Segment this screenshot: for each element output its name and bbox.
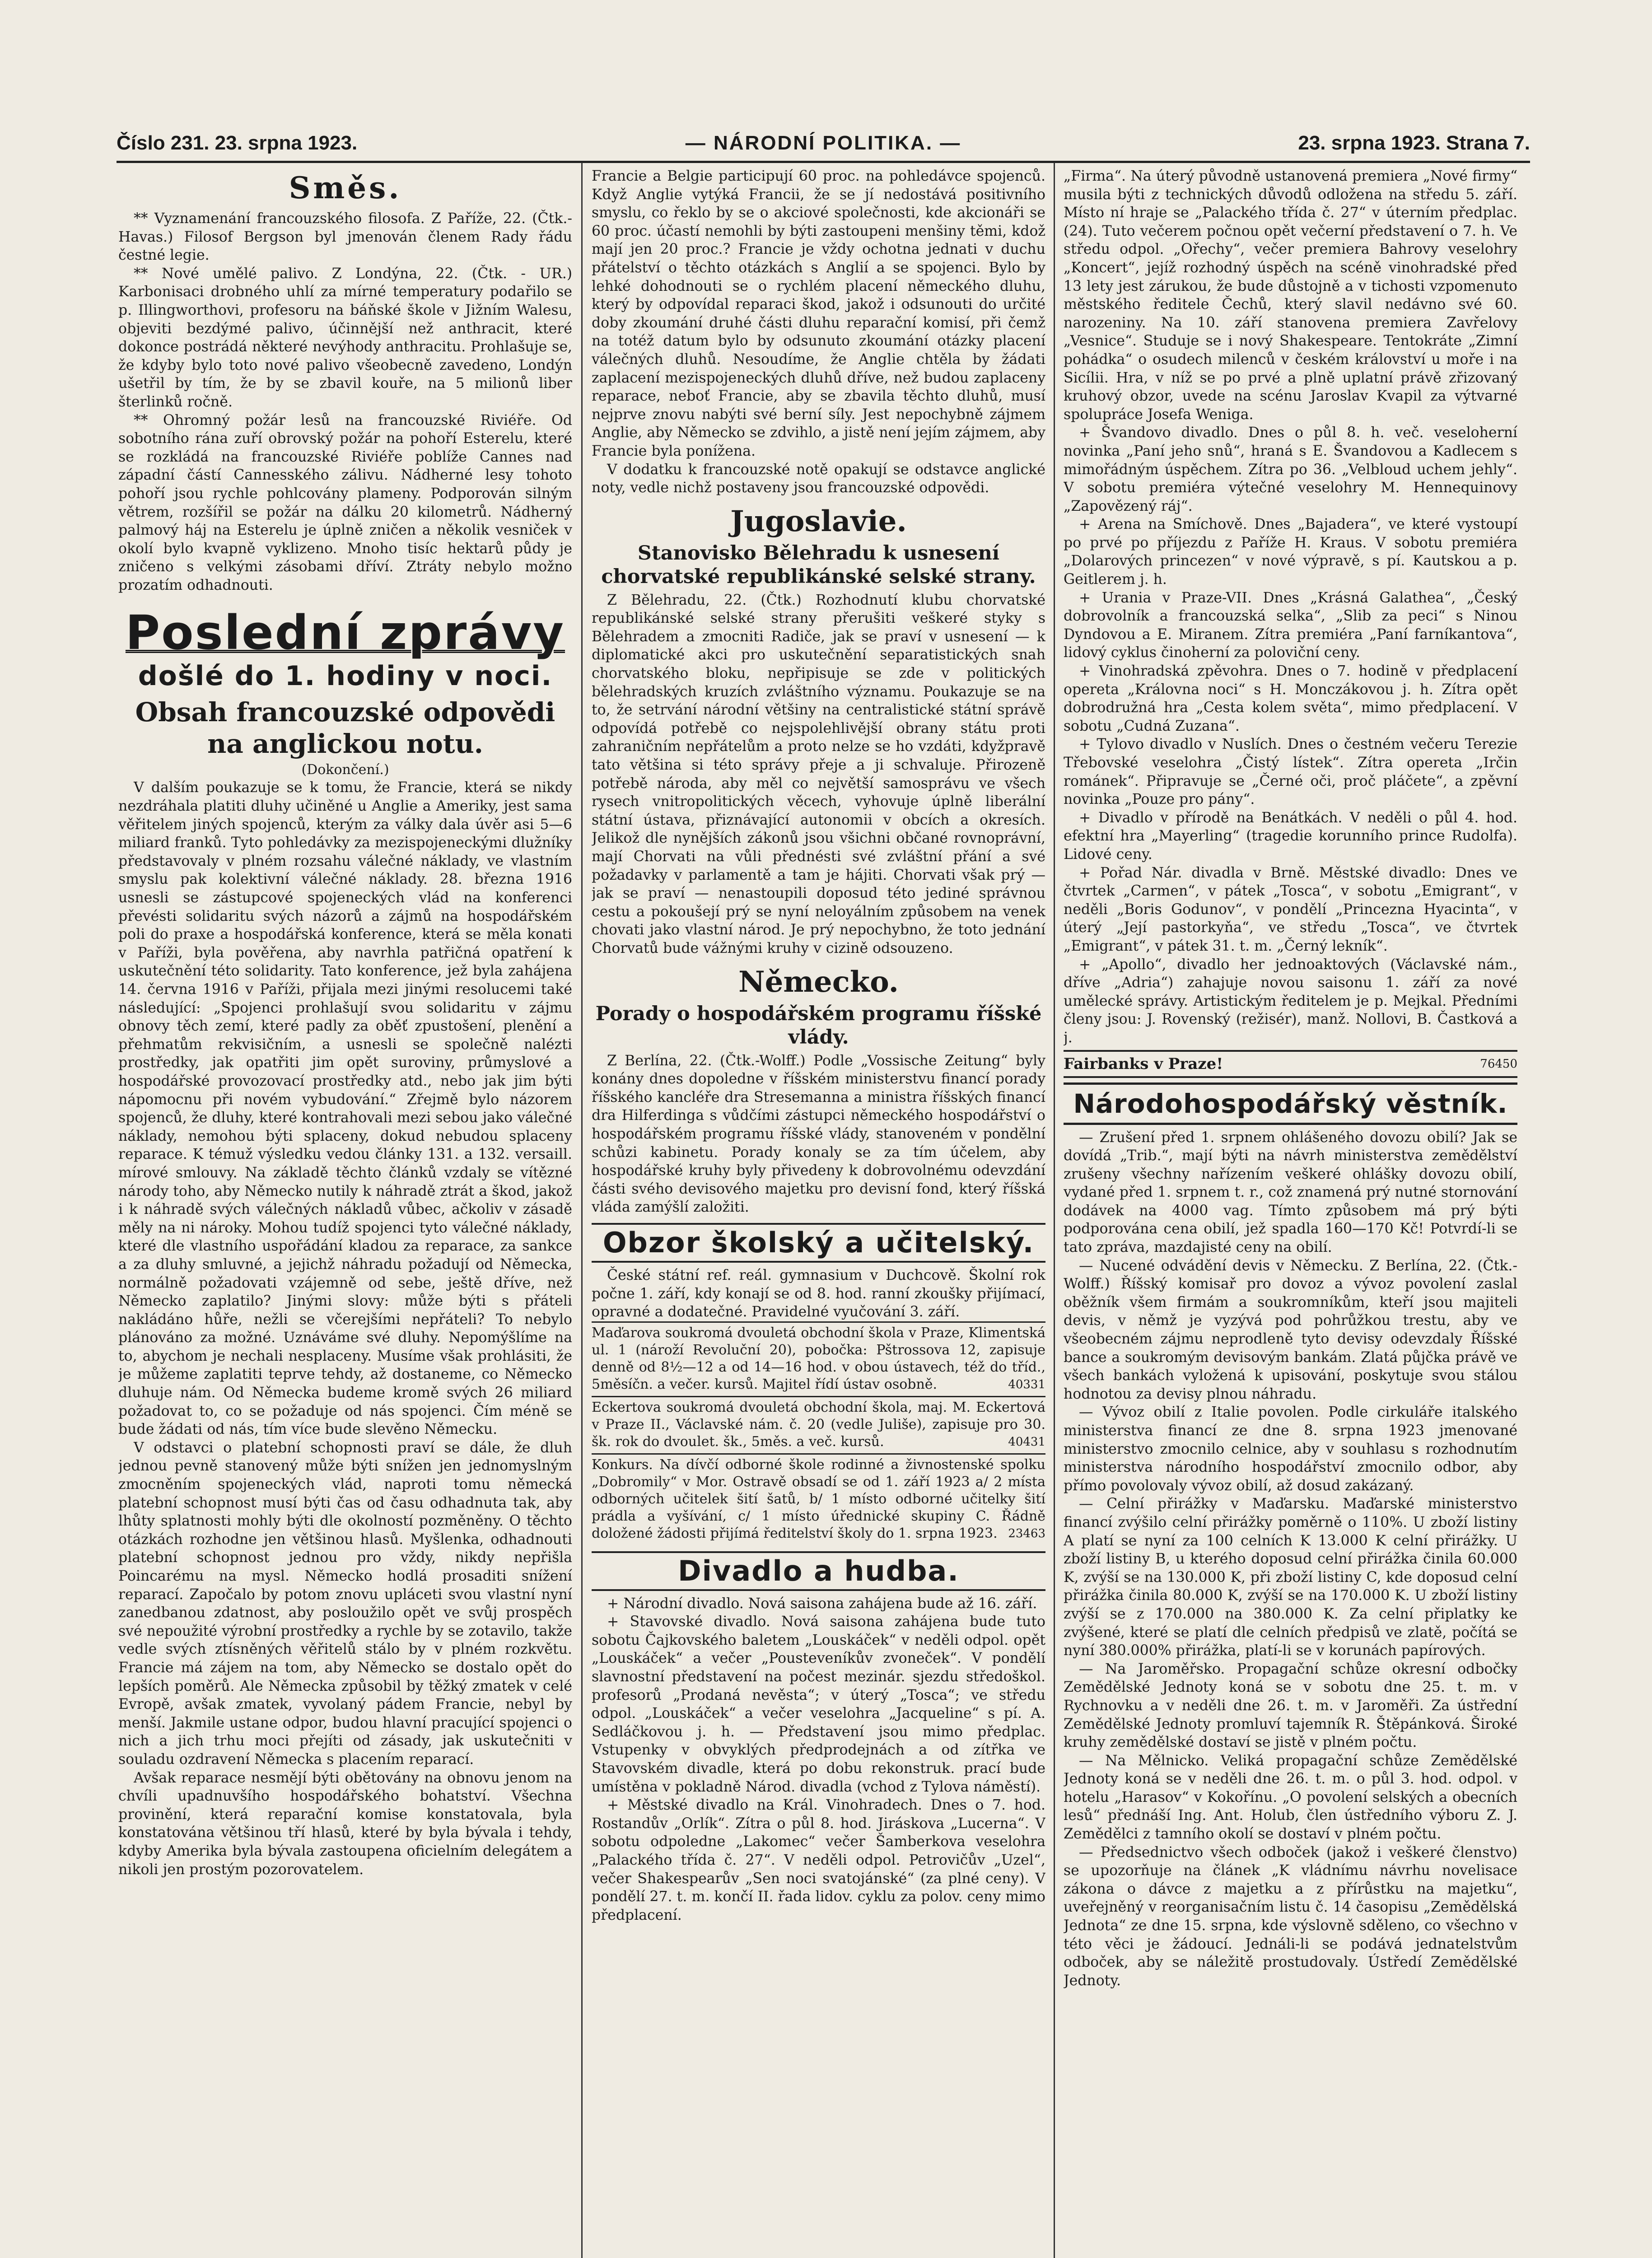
header-issue: Číslo 231. 23. srpna 1923. xyxy=(117,132,358,154)
ad-code: 76450 xyxy=(1480,1057,1517,1071)
section-title-theatre: Divadlo a hudba. xyxy=(592,1551,1045,1591)
paragraph: — Na Mělnicko. Veliká propagační schůze Zemědělské Jednoty koná se v neděli dne 26. t. m. o půl 3. hod. odpol. v hotelu „Harasov“ v Kokořínu. „O povolení selských a obecních lesů“ přednáší Ing. Ant. Holub, člen ústředního výboru Z. J. Zemědělci z tamního okolí se dostaví v plném počtu. xyxy=(1064,1752,1517,1843)
paragraph: + Vinohradská zpěvohra. Dnes o 7. hodině v předplacení opereta „Královna noci“ s H. Monczákovou j. h. Zítra opět dobrodružná hra „Cesta kolem světa“, mimo předplacení. V sobotu „Cudná Zuzana“. xyxy=(1064,663,1517,734)
paragraph: V dalším poukazuje se k tomu, že Francie, která se nikdy nezdráhala platiti dluhy učiněné u Anglie a Ameriky, jest sama věřitelem jiných spojenců, kterým za války dala úvěr asi 5—6 miliard franků. Tyto pohledávky za mezispojeneckými dlužníky představovaly v plném rozsahu válečné náklady, ve vlastním smyslu pak kolektivní válečné náklady. 28. března 1916 usnesli se zástupcové spojeneckých vlád na konferenci převésti solidaritu svých názorů a zájmů na hospodářském poli do praxe a hospodářská konference, která se měla konati v Paříži, byla pověřena, aby navrhla patřičná opatření k uskutečnění této solidarity. Tato konference, jež byla zahájena 14. června 1916 v Paříži, přijala mezi jinými resolucemi také následující: „Spojenci prohlašují svou solidaritu v zájmu obnovy těch zemí, které padly za oběť zpustošení, plenění a přehmatům rekvisičním, a usnesli se společně nalézti prostředky, jak opatřiti jim opět suroviny, průmyslové a hospodářské provozovací prostředky atd., nebo jak jim býti nápomocnu při novém vybudování.“ Zřejmě bylo názorem spojenců, že dluhy, které kontrahovali mezi sebou jako válečné náklady, nemohou býti splaceny, dokud nebudou splaceny reparace. K témuž výsledku vedou články 131. a 132. versaill. mírové smlouvy. Na základě těchto článků vzdaly se vítězné národy toho, aby Německo nutily k náhradě ztrát a škod, jakož i k náhradě svých válečných nákladů vůbec, ačkoliv v zásadě měly na ni nároky. Mohou tudíž spojenci tyto válečné náklady, které dle vlastního uspořádání kladou za reparace, za sankce a za dluhy smluvné, a jejichž náhradu požadují od Německa, normálně požadovati vzájemně od sebe, ještě dříve, než Německo zaplatilo? Jinými slovy: může býti s přáteli nakládáno hůře, nežli se včerejšími nepřáteli? To nebylo plánováno za možné. Uznáváme své dluhy. Nepomýšlíme na to, abychom je nechali nesplaceny. Musíme však prohlásiti, že je můžeme zaplatiti teprve tehdy, až dostaneme, co Německo dluhuje nám. Od Německa budeme kromě svých 26 miliard požadovat to, co se požaduje od nás spojenci. Čím méně se bude žádati od nás, tím více bude slevěno Německu. xyxy=(118,779,572,1438)
paragraph: + Divadlo v přírodě na Benátkách. V neděli o půl 4. hod. efektní hra „Mayerling“ (tragedie korunního prince Rudolfa). Lidové ceny. xyxy=(1064,809,1517,863)
section-title-economy: Národohospodářský věstník. xyxy=(1064,1082,1517,1125)
column-divider xyxy=(581,163,583,2258)
paragraph: + Švandovo divadlo. Dnes o půl 8. h. več. veseloherní novinka „Paní jeho snů“, hraná s E. Švandovou a Kadlecem s mimořádným úspěchem. Zítra po 36. „Velbloud uchem jehly“. V sobotu premiéra výtečné veselohry M. Hennequinovy „Zapovězený ráj“. xyxy=(1064,425,1517,514)
ad-text: Maďarova soukromá dvouletá obchodní škola v Praze, Klimentská ul. 1 (nároží Revoluční 20), pobočka: Pštrossova 12, zapisuje denně od 8½—12 a od 14—16 hod. v obou ústavech, též do tříd., 5měsíčn. a večer. kursů. Majitel řídí ústav osobně. xyxy=(592,1325,1045,1392)
ad-code: 40331 xyxy=(1008,1377,1045,1391)
paragraph: Z Berlína, 22. (Čtk.-Wolff.) Podle „Vossische Zeitung“ byly konány dnes dopoledne v říšském ministerstvu financí porady říšského kancléře dra Stresemanna a ministra říšských financí dra Hilferdinga s vůdčími zástupci německého hospodářství o hospodářském programu říšské vlády, stanoveném v pondělní schůzi kabinetu. Porady konaly se za tím účelem, aby hospodářské kruhy byly přivedeny k dobrovolnému odevzdání části svého devisového majetku pro devisní fond, který říšská vláda zamýšlí založiti. xyxy=(592,1052,1045,1216)
paragraph: Z Bělehradu, 22. (Čtk.) Rozhodnutí klubu chorvatské republikánské selské strany přerušiti veškeré styky s Bělehradem a zmocniti Radiče, jak se praví v usnesení — k diplomatické akci pro uskutečnění separatistických snah chorvatského bloku, nepřipisuje se zde v politických bělehradských kruzích zvláštního významu. Poukazuje se na to, že setrvání národní většiny na centralistické státní správě odpovídá potřebě co nejspolehlivější obrany státu proti zahraničním nepřátelům a proto nelze se ho vzdáti, kdyžpravě tato většina si této správy přeje a ji schvaluje. Přirozeně potřebě národa, aby měl co největší samosprávu ve všech rysech vnitropolitických věcech, vyhovuje úplně liberální státní ústava, přiznávající autonomii v obcích a okresích. Jelikož dle nynějších zákonů jsou všichni občané rovnoprávní, mají Chorvati na vůli přednésti své zvláštní přání a své požadavky v parlamentě a tam je hájiti. Chorvati však prý — jak se praví — nenastoupili doposud této jediné správnou cestu a pokoušejí prý se nyní neloyálním způsobem na venek chovati jako vlastní národ. Je prý nepochybno, že toto jednání Chorvatů bude vážnými kruhy v cizině odsouzeno. xyxy=(592,592,1045,956)
paragraph: — Celní přirážky v Maďarsku. Maďarské ministerstvo financí zvýšilo celní přirážky poměrně o 110%. U zboží listiny A platí se nyní za 100 celních K 13.000 K celní přirážky. U zboží listiny B, u kterého doposud celní přirážka činila 60.000 K, zvýší se na 130.000 K, při zboží listiny C, kde doposud celní přirážka činila 80.000 K, zvýší se na 170.000 K. U zboží listiny zvýší se z 170.000 na 380.000 K. Za celní připlatky ke zvýšené, které se platí dle celních předpisů ve zlatě, počítá se nyní 380.000% přirážka, platí-li se v korunách papírových. xyxy=(1064,1496,1517,1659)
ad-text: Konkurs. Na dívčí odborné škole rodinné a živnostenské spolku „Dobromily“ v Mor. Ostravě obsadí se od 1. září 1923 a/ 2 místa odborných učitelek šití šatů, b/ 1 místo odborné učitelky šití prádla a vyšívání, c/ 1 místo úřednické skupiny C. Řádně doložené žádosti přijímá ředitelství školy do 1. srpna 1923. xyxy=(592,1456,1045,1541)
header-rule xyxy=(117,161,1530,163)
paragraph: + Národní divadlo. Nová saisona zahájena bude až 16. září. xyxy=(607,1595,1037,1612)
column-3 xyxy=(1064,167,1517,2258)
advertisement xyxy=(592,1396,1045,1453)
paragraph: V dodatku k francouzské notě opakují se odstavce anglické noty, vedle nichž postaveny jsou francouzské odpovědi. xyxy=(592,461,1045,496)
fairbanks-notice xyxy=(1064,1050,1517,1078)
paragraph: ** Vyznamenání francouzského filosofa. Z Paříže, 22. (Čtk.-Havas.) Filosof Bergson byl jmenován členem Rady řádu čestné legie. xyxy=(118,210,572,264)
paragraph: + Tylovo divadlo v Nuslích. Dnes o čestném večeru Terezie Třebovské veselohra „Čistý lístek“. Zítra opereta „Irčin románek“. Připravuje se „Černé oči, proč pláčete“, a zpěvní novinka „Pouze pro pány“. xyxy=(1064,736,1517,808)
paragraph: — Zrušení před 1. srpnem ohlášeného dovozu obilí? Jak se dovídá „Trib.“, mají býti na návrh ministerstva zemědělství zrušeny všechny nařízením veškeré ohlášky dovozu obilí, vydané před 1. srpnem t. r., což znamená prý nutné stornování dodávek na 4000 vag. Tímto způsobem má prý býti podporována cena obilí, jež spadla 160—170 Kč! Potvrdí-li se tato zpráva, mazdajisté ceny na obilí. xyxy=(1064,1129,1517,1256)
paragraph: + Urania v Praze-VII. Dnes „Krásná Galathea“, „Český dobrovolník a francouzská selka“, „Slib za peci“ s Ninou Dyndovou a E. Miranem. Zítra premiéra „Paní farníkantova“, lidový cyklus činoherní za poloviční ceny. xyxy=(1064,589,1517,661)
ad-text: Eckertova soukromá dvouletá obchodní škola, maj. M. Eckertová v Praze II., Václavské nám. č. 20 (vedle Juliše), zapisuje pro 30. šk. rok do dvoulet. šk., 5měs. a več. kursů. xyxy=(592,1399,1045,1450)
headline-latest-news-sub: došlé do 1. hodiny v noci. xyxy=(138,660,553,692)
paragraph: Avšak reparace nesmějí býti obětovány na obnovu jenom na chvíli upadnuvšího hospodářského bohatství. Všechna provinění, která reparační komise konstatovala, byla konstatována většinou tří hlasů, které by byla bývala i tehdy, kdyby Amerika byla bývala zastoupena oficielním delegátem a nikoli jen prostým pozorovatelem. xyxy=(118,1769,572,1878)
header-masthead: — NÁRODNÍ POLITIKA. — xyxy=(685,132,961,154)
section-title-school: Obzor školský a učitelský. xyxy=(592,1223,1045,1263)
paragraph: — Vývoz obilí z Italie povolen. Podle cirkuláře italského ministerstva financí ze dne 8. srpna 1923 jmenované ministerstvo zmocnilo celnice, aby v souhlasu s rozhodnutím ministerstva národního hospodářství zmocnilo odbor, aby přímo povolovaly vývoz obilí, až dosud zakázaný. xyxy=(1064,1404,1517,1494)
paragraph: V odstavci o platební schopnosti praví se dále, že dluh jednou pevně stanovený může býti snížen jen jednomyslným zmocněním spojeneckých vlád, naproti tomu německá platební schopnost musí býti čas od času odhadnuta tak, aby lhůty splatnosti mohly býti dle okolností pozměněny. O těchto otázkách rozhodne jen většinou hlasů. Myšlenka, odhadnouti platební schopnost jednou pro vždy, nikdy nepřišla Poincarému na mysl. Německo hodlá prosaditi snížení reparací. Započalo by potom znovu upláceti svou vlastní nyní zanedbanou zdatnost, aby posloužilo opět ve svůj prospěch své nepoužité výrobní prostředky a rychle by se zotavilo, takže vedle svých ztísněných věřitelů stálo by v plném rozkvětu. Francie má zájem na tom, aby Německo se dostalo opět do lepších poměrů. Ale Německa způsobil by těžký zmatek v celé Evropě, avšak zmatek, vyvolaný pádem Francie, nebyl by menší. Jakmile ustane odpor, budou hlavní pracující spojenci o nich a jich trhu moci přejíti od zásady, jak uskutečniti v souladu ozdravení Německa s placením reparací. xyxy=(118,1439,572,1768)
section-title-nemecko: Německo. xyxy=(738,965,899,999)
section-subtitle: Stanovisko Bělehradu k usnesení chorvatské republikánské selské strany. xyxy=(601,541,1036,588)
advertisement xyxy=(592,1321,1045,1396)
page-header xyxy=(117,132,1530,158)
paragraph: ** Nové umělé palivo. Z Londýna, 22. (Čtk. - UR.) Karbonisaci drobného uhlí za mírné temperatury podařilo se p. Illingworthovi, profesoru na báňské škole v Jižním Walesu, objeviti bezdýmé palivo, účinnější než anthracit, které dokonce postrádá některé nevýhody anthracitu. Prohlašuje se, že kdyby bylo toto nové palivo všeobecně zavedeno, Londýn ušetřil by tím, že by se zbavil kouře, na 5 milionů liber šterlinků ročně. xyxy=(118,265,572,410)
paragraph: — Na Jaroměřsko. Propagační schůze okresní odbočky Zemědělské Jednoty koná se v sobotu dne 25. t. m. v Rychnovku a v neděli dne 26. t. m. v Jaroměři. Za ústřední Zemědělské Jednoty promluví tajemník R. Štěpánková. Široké kruhy zemědělské dostaví se jistě v plném počtu. xyxy=(1064,1661,1517,1751)
paragraph: ** Ohromný požár lesů na francouzské Riviéře. Od sobotního rána zuří obrovský požár na pohoří Esterelu, které se rozkládá na francouzské Riviéře poblíže Cannes nad západní částí Cannesského zálivu. Nádherné lesy tohoto pohoří jsou rychle pohlcovány plameny. Podporován silným větrem, rozšířil se požár na dálku 20 kilometrů. Nádherný palmový háj na Esterelu je úplně zničen a několik vesniček v okolí bylo kvapně vyklizeno. Mnoho tisíc hektarů půdy je zničeno s velkými zásobami dříví. Ztráty nebylo možno prozatím odhadnouti. xyxy=(118,412,572,593)
column-divider xyxy=(1054,163,1055,2258)
ad-code: 40431 xyxy=(1008,1435,1045,1449)
fairbanks-text: Fairbanks v Praze! xyxy=(1064,1054,1223,1073)
paragraph: — Předsednictvo všech odboček (jakož i veškeré členstvo) se upozorňuje na článek „K vládnímu návrhu novelisace zákona o dávce z majetku a z přírůstku na majetku“, uveřejněný v reorganisačním listu č. 14 časopisu „Zemědělská Jednota“ ze dne 15. srpna, kde výslovně sděleno, co všechno v této věci je žádoucí. Jednáli-li se podává jednatelstvům odboček, aby se náležitě prostudovaly. Ústředí Zemědělské Jednoty. xyxy=(1064,1844,1517,1989)
column-2 xyxy=(592,167,1045,2258)
paragraph: + Stavovské divadlo. Nová saisona zahájena bude tuto sobotu Čajkovského baletem „Louskáček“ v neděli odpol. opět „Louskáček“ a večer „Pousteveníkův zvoneček“. V pondělí slavnostní představení na počest mezinár. sjezdu středoškol. profesorů „Prodaná nevěsta“; v úterý „Tosca“; ve středu odpol. „Louskáček“ a večer veselohra „Jacqueline“ s pí. A. Sedláčkovou j. h. — Představení jsou mimo předplac. Vstupenky v obvyklých předprodejnách a od zítřka ve Stavovském divadle, která po dobu rekonstruk. prací bude umístěna v pokladně Národ. divadla (vchod z Tylova náměstí). xyxy=(592,1614,1045,1795)
section-subtitle: Porady o hospodářském programu říšské vlády. xyxy=(595,1002,1042,1049)
paragraph: — Nucené odvádění devis v Německu. Z Berlína, 22. (Čtk.-Wolff.) Říšský komisař pro dovoz a vývoz povolení zaslal oběžník všem firmám a soukromníkům, kteří jsou majiteli devis, v němž je vyzývá pod pohrůžkou trestu, aby ve všeobecném zájmu neprodleně tyto devisy odevzdaly Říšské bance a soukromým devisovým bankám. Zlatá půjčka právě ve všech bankách vyložená k upisování, poskytuje svou stálou hodnotou za devisy plnou náhradu. xyxy=(1064,1257,1517,1402)
article-title: Obsah francouzské odpovědi na anglickou notu. xyxy=(135,697,555,760)
header-date-page: 23. srpna 1923. Strana 7. xyxy=(1298,132,1530,154)
section-title-jugoslavie: Jugoslavie. xyxy=(730,504,907,538)
paragraph: + Městské divadlo na Král. Vinohradech. Dnes o 7. hod. Rostandův „Orlík“. Zítra o půl 8. hod. Jiráskova „Lucerna“. V sobotu odpoledne „Lakomec“ večer Šamberkova veselohra „Palackého třída č. 27“. V neděli odpol. Petrovičův „Uzel“, večer Shakespearův „Sen noci svatojánské“ (za plné ceny). V pondělí 27. t. m. končí II. řada lidov. cyklu za polov. ceny mimo předplacení. xyxy=(592,1797,1045,1923)
column-1 xyxy=(118,167,572,2258)
paragraph: České státní ref. reál. gymnasium v Duchcově. Školní rok počne 1. září, kdy konají se od 8. hod. ranní zkoušky přijímací, opravné a dodatečné. Pravidelné vyučování 3. září. xyxy=(592,1267,1045,1320)
paragraph: + Arena na Smíchově. Dnes „Bajadera“, ve které vystoupí po prvé po příjezdu z Paříže H. Kraus. V sobotu premiéra „Dolarových princezen“ v nové výpravě, s pí. Kautskou a p. Geitlerem j. h. xyxy=(1064,516,1517,588)
article-note: (Dokončení.) xyxy=(301,762,389,778)
paragraph: „Firma“. Na úterý původně ustanovená premiera „Nové firmy“ musila býti z technických důvodů odložena na středu 5. září. Místo ní hraje se „Palackého třída č. 27“ v úterním předplac. (24). Tuto večerem počnou opět večerní představení o 7. h. Ve středu odpol. „Ořechy“, večer premiera Bahrovy veselohry „Koncert“, jejíž rozhodný úspěch na scéně vinohradské před 13 lety jest zárukou, že bude důstojně a v tichosti vzpomenuto městského ředitele Čechů, který slavil nedávno své 60. narozeniny. Na 10. září stanovena premiera Zavřelovy „Vesnice“. Studuje se i nový Shakespeare. Tentokráte „Zimní pohádka“ o osudech milenců v českém království u moře i na Sicílii. Hra, v níž se po prvé a plně uplatní právě zřizovaný kruhový obzor, uvede na scénu Jaroslav Kvapil za výtvarné spolupráce Josefa Wenigа. xyxy=(1064,168,1517,423)
paragraph: Francie a Belgie participují 60 proc. na pohledávce spojenců. Když Anglie vytýká Francii, že se jí nedostává positivního smyslu, co řeklo by se o akciové společnosti, kde akcionáři se 60 proc. účastí nemohli by býti zastoupeni menšiny těmi, kdož mají jen 20 proc.? Francie je vždy ochotna jednati v duchu přátelství o těchto otázkách s Anglií a se spojenci. Bylo by lehké dohodnouti se o rychlém placení německého dluhu, který by odpovídal reparaci škod, jakož i odsunouti do určité doby zkoumání druhé části dluhu reparační komisí, při čemž na totéž datum bylo by odsunuto zkoumání otázky placení válečných dluhů. Nesoudíme, že Anglie chtěla by žádati zaplacení mezispojeneckých dluhů dříve, než budou zaplaceny reparace, neboť Francie, aby se zbavila těchto dluhů, musí nejprve znovu nabýti své berní síly. Jest nepochybně zájmem Anglie, aby Německo se zdvihlo, a jistě není jejím zájmem, aby Francie byla ponížena. xyxy=(592,168,1045,459)
headline-latest-news: Poslední zprávy xyxy=(125,605,565,661)
paragraph: + „Apollo“, divadlo her jednoaktových (Václavské nám., dříve „Adria“) zahajuje novou saisonu 1. září za nové umělecké správy. Artistickým ředitelem je p. Mejkal. Předními členy jsou: J. Rovenský (režisér), manž. Nollovi, B. Častková a j. xyxy=(1064,956,1517,1046)
section-title-smes: Směs. xyxy=(289,170,402,205)
paragraph: + Pořad Nár. divadla v Brně. Městské divadlo: Dnes ve čtvrtek „Carmen“, v pátek „Tosca“, v sobotu „Emigrant“, v neděli „Boris Godunov“, v pondělí „Princezna Hyacinta“, v úterý „Její pastorkyňa“, ve středu „Tosca“, ve čtvrtek „Emigrant“, v pátek 31. t. m. „Černý lekník“. xyxy=(1064,864,1517,954)
ad-code: 23463 xyxy=(1008,1526,1045,1540)
advertisement xyxy=(592,1453,1045,1545)
